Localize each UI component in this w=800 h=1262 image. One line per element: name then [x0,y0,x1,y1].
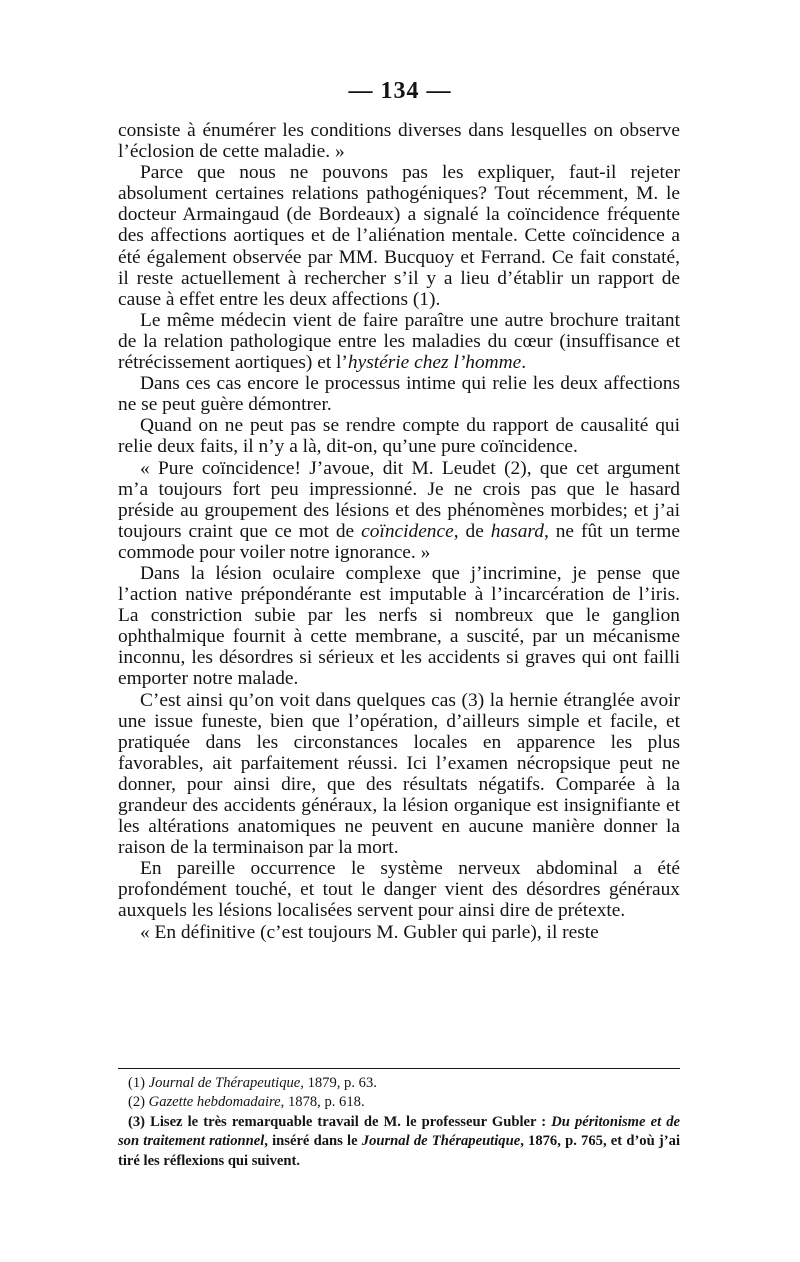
paragraph-2: Parce que nous ne pouvons pas les expliquer, faut-il rejeter absolument certaines relations pathogéniques? Tout récemment, M. le docteur Armaingaud (de Bordeaux) a signalé la coïncidence fréquente des affections aortiques et de l’aliénation mentale. Cette coïncidence a été également observée par MM. Bucquoy et Ferrand. Ce fait constaté, il reste actuellement à rechercher s’il y a lieu d’établir un rapport de cause à effet entre les deux affections (1). [118,162,680,310]
paragraph-6-text-2: , de [453,520,491,542]
footnote-3-italic-2: Journal de Thérapeutique [361,1133,521,1150]
footnote-divider [118,1068,680,1069]
paragraph-3-text: Le même médecin vient de faire paraître une autre brochure traitant de la relation pathologique entre les maladies du cœur (insuffisance et rétrécissement aortiques) et l’ [118,309,680,374]
paragraph-5: Quand on ne peut pas se rendre compte du rapport de causalité qui relie deux faits, il n’y a là, dit-on, qu’une pure coïncidence. [118,415,680,458]
footnote-2-ref: , 1878, p. 618. [280,1094,365,1111]
footnote-1-number: (1) [128,1075,149,1091]
paragraph-1: consiste à énumérer les conditions diverses dans lesquelles on observe l’éclosion de cette maladie. » [118,120,680,163]
paragraph-4: Dans ces cas encore le processus intime qui relie les deux affections ne se peut guère démontrer. [118,373,680,416]
footnote-3-text-1: Lisez le très remarquable travail de M. le professeur Gubler : [150,1113,552,1130]
footnote-3 [118,1113,680,1171]
paragraph-6-text-1: « Pure coïncidence! J’avoue, dit M. Leudet (2), que cet argument m’a toujours fort peu impressionné. Je ne crois pas que le hasard préside au groupement des lésions et des phénomènes morbides; et j’ai toujours craint que ce mot de [118,457,680,542]
footnote-3-number: (3) [128,1113,151,1130]
footnote-3-text-3: , 1876, p. 765, et d’où j’ai tiré les réflexions qui suivent. [118,1133,680,1169]
paragraph-6-italic-1: coïncidence [361,520,454,542]
paragraph-7: Dans la lésion oculaire complexe que j’incrimine, je pense que l’action native prépondérante est imputable à l’incarcération de l’iris. La constriction subie par les nerfs si nombreux que le ganglion ophthalmique fournit à cette membrane, a suscité, par un mécanisme inconnu, les désordres si sérieux et les accidents si graves qui ont failli emporter notre malade. [118,562,680,690]
footnotes [118,1074,680,1171]
paragraph-9: En pareille occurrence le système nerveux abdominal a été profondément touché, et tout le danger vient des désordres généraux auxquels les lésions localisées servent pour ainsi dire de prétexte. [118,858,680,922]
page-number: — 134 — [348,78,452,104]
paragraph-8: C’est ainsi qu’on voit dans quelques cas (3) la hernie étranglée avoir une issue funeste, bien que l’opération, d’ailleurs simple et facile, et pratiquée dans les circonstances locales en apparence les plus favorables, ait parfaitement réussi. Ici l’examen nécropsique peut ne donner, pour ainsi dire, que des résultats négatifs. Comparée à la grandeur des accidents généraux, la lésion organique est insignifiante et les altérations anatomiques ne peuvent en aucune manière donner la raison de la terminaison par la mort. [118,689,680,859]
footnote-2 [118,1093,680,1112]
paragraph-6-italic-2: hasard [490,520,544,542]
paragraph-10: « En définitive (c’est toujours M. Gubler qui parle), il reste [140,921,599,943]
footnote-1-title: Journal de Thérapeutique [148,1075,301,1091]
footnote-1 [118,1074,680,1093]
footnote-2-number: (2) [128,1094,149,1111]
footnote-1-ref: , 1879, p. 63. [300,1075,377,1091]
paragraph-3 [118,310,680,373]
footnote-3-italic-1: Du péritonisme et de son traitement rationnel [118,1113,680,1150]
paragraph-6-text-3: , ne fût un terme commode pour voiler notre ignorance. » [118,520,680,563]
footnote-2-title: Gazette hebdomadaire [148,1094,281,1111]
body-text [118,120,680,943]
footnote-3-text-2: , inséré dans le [264,1133,362,1150]
paragraph-6 [118,458,680,563]
paragraph-3-italic: hystérie chez l’homme [347,352,522,374]
paragraph-3-end: . [521,352,527,374]
